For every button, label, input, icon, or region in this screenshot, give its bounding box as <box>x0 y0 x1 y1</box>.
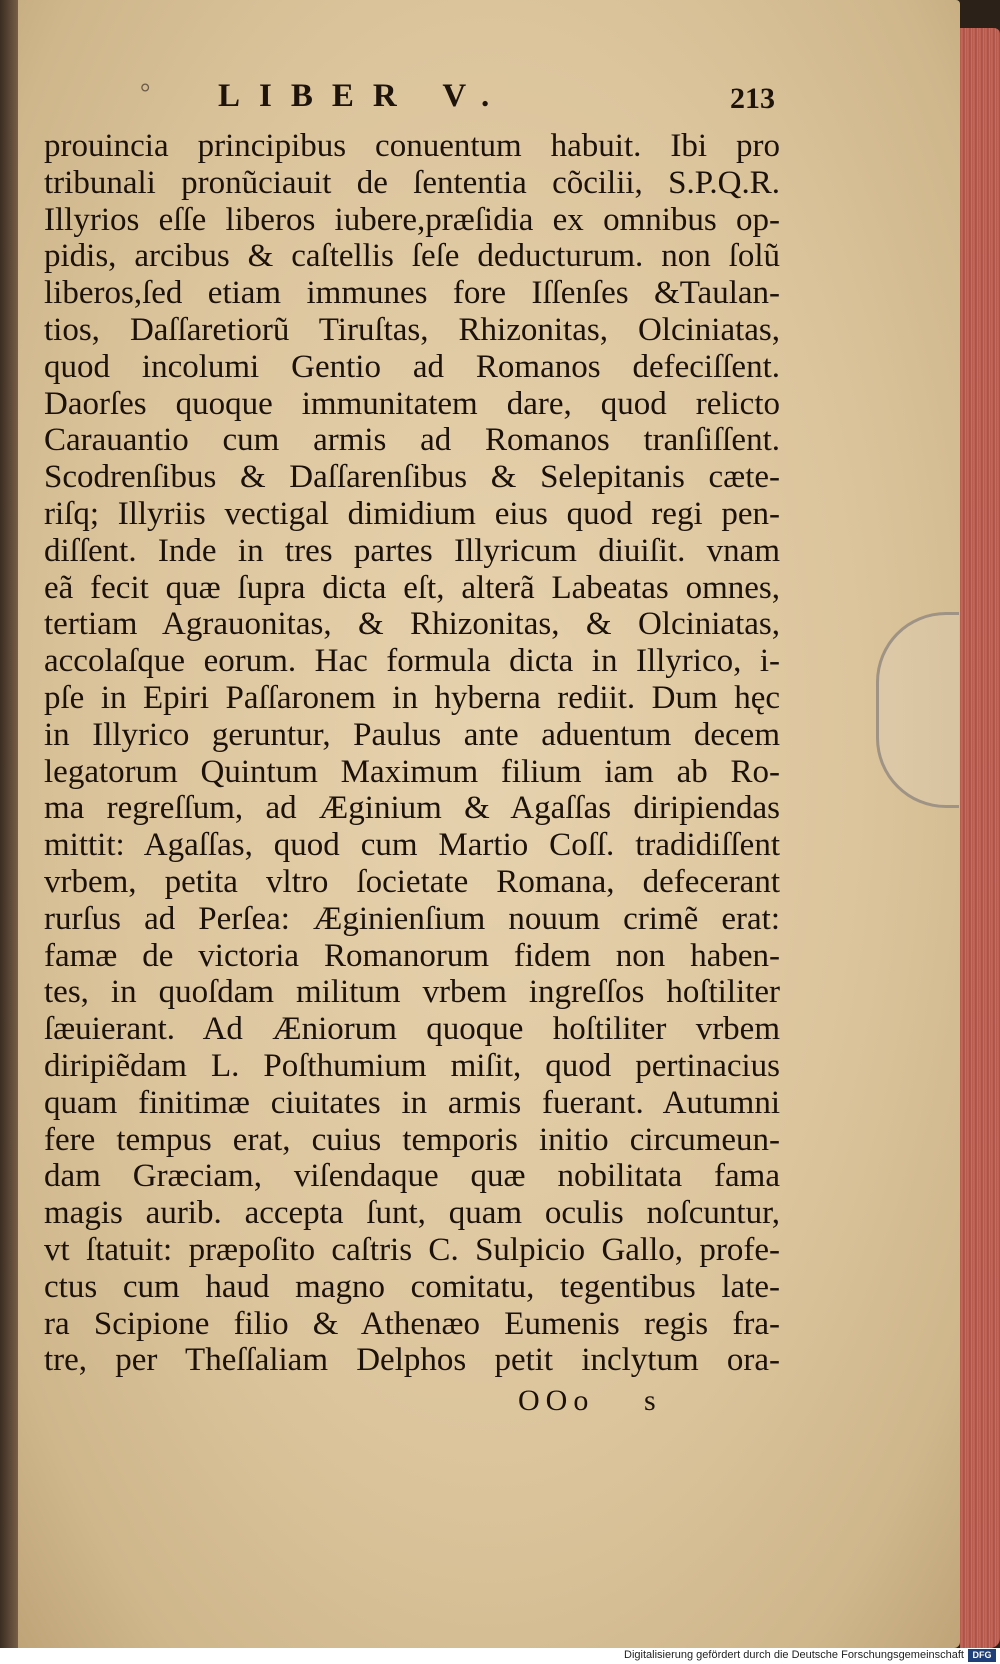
book-page <box>18 0 960 1648</box>
page-number: 213 <box>730 82 775 115</box>
running-title: LIBER V. <box>218 78 509 114</box>
catchword: s <box>644 1384 656 1417</box>
text-line: tertiam Agrauonitas, & Rhizonitas, & Olciniatas, <box>44 606 780 643</box>
text-line: famæ de victoria Romanorum fidem non haben- <box>44 937 780 974</box>
text-line: vrbem, petita vltro ſocietate Romana, defecerant <box>44 863 780 900</box>
text-line: vt ſtatuit: præpoſito caſtris C. Sulpicio Gallo, profe- <box>44 1231 780 1268</box>
text-line: eã fecit quæ ſupra dicta eſt, alterã Labeatas omnes, <box>44 569 780 606</box>
header-ornament: ° <box>140 78 151 107</box>
text-line: tre, per Theſſaliam Delphos petit inclytum ora- <box>44 1342 780 1379</box>
text-line: liberos,ſed etiam immunes fore Iſſenſes &Taulan- <box>44 275 780 312</box>
text-line: diſſent. Inde in tres partes Illyricum diuiſit. vnam <box>44 532 780 569</box>
text-line: mittit: Agaſſas, quod cum Martio Coſſ. tradidiſſent <box>44 827 780 864</box>
text-line: pſe in Epiri Paſſaronem in hyberna rediit. Dum hęc <box>44 679 780 716</box>
text-line: fere tempus erat, cuius temporis initio circumeun- <box>44 1121 780 1158</box>
text-line: riſq; Illyriis vectigal dimidium eius quod regi pen- <box>44 495 780 532</box>
text-line: magis aurib. accepta ſunt, quam oculis noſcuntur, <box>44 1195 780 1232</box>
text-line: tios, Daſſaretiorũ Tiruſtas, Rhizonitas, Olciniatas, <box>44 311 780 348</box>
text-line: Carauantio cum armis ad Romanos tranſiſſent. <box>44 422 780 459</box>
text-line: dam Græciam, viſendaque quæ nobilitata fama <box>44 1158 780 1195</box>
body-text <box>44 128 780 1379</box>
text-line: ſæuierant. Ad Æniorum quoque hoſtiliter vrbem <box>44 1011 780 1048</box>
text-line: rurſus ad Perſea: Æginienſium nouum crimẽ erat: <box>44 900 780 937</box>
text-line: Illyrios eſſe liberos iubere,præſidia ex omnibus op- <box>44 201 780 238</box>
text-line: prouincia principibus conuentum habuit. Ibi pro <box>44 128 780 164</box>
signature-mark: OOo <box>518 1384 595 1417</box>
text-line: ra Scipione filio & Athenæo Eumenis regis fra- <box>44 1305 780 1342</box>
text-line: Scodrenſibus & Daſſarenſibus & Selepitanis cæte- <box>44 459 780 496</box>
text-line: diripiẽdam L. Poſthumium miſit, quod pertinacius <box>44 1047 780 1084</box>
text-line: ma regreſſum, ad Æginium & Agaſſas diripiendas <box>44 790 780 827</box>
text-line: tes, in quoſdam militum vrbem ingreſſos hoſtiliter <box>44 974 780 1011</box>
page-holder-clip <box>876 612 959 808</box>
dfg-logo: DFG <box>968 1649 996 1662</box>
footer-credit: Digitalisierung gefördert durch die Deutsche Forschungsgemeinschaft <box>624 1649 964 1661</box>
text-line: pidis, arcibus & caſtellis ſeſe deducturum. non ſolũ <box>44 238 780 275</box>
text-line: legatorum Quintum Maximum filium iam ab Ro- <box>44 753 780 790</box>
text-line: quod incolumi Gentio ad Romanos defeciſſent. <box>44 348 780 385</box>
page-header <box>18 78 960 128</box>
text-line: quam finitimæ ciuitates in armis fuerant. Autumni <box>44 1084 780 1121</box>
text-line: ctus cum haud magno comitatu, tegentibus late- <box>44 1268 780 1305</box>
text-line: in Illyrico geruntur, Paulus ante aduentum decem <box>44 716 780 753</box>
text-line: tribunali pronũciauit de ſententia cõcilii, S.P.Q.R. <box>44 164 780 201</box>
page-edges <box>960 28 1000 1648</box>
text-line: Daorſes quoque immunitatem dare, quod relicto <box>44 385 780 422</box>
footer-bar <box>0 1648 1000 1664</box>
page-foot <box>18 1384 960 1424</box>
text-line: accolaſque eorum. Hac formula dicta in Illyrico, i- <box>44 643 780 680</box>
